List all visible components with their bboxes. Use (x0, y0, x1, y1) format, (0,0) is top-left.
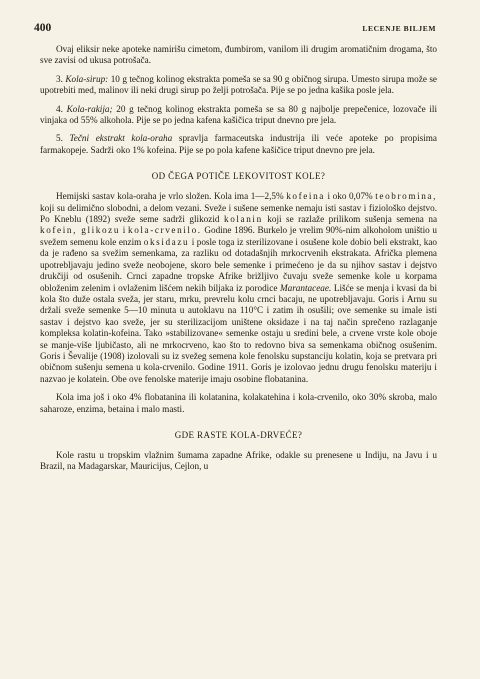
page-number: 400 (34, 22, 52, 34)
recipe-title: Kola-sirup: (65, 73, 109, 84)
intro-paragraph: Ovaj eliksir neke apoteke namirišu cimetom, đumbirom, vanilom ili drugim aromatičnim drogama, što sve zavisi od ukusa potrošača. (40, 44, 437, 66)
composition-paragraph: Kola ima još i oko 4% flobatanina ili kolatanina, kolakatehina i kola-crvenilo, oko 30% skroba, malo saharoze, enzima, betaina i malo masti. (40, 392, 437, 414)
recipe-title: Kola-rakija; (66, 103, 113, 114)
recipe-kola-sirup (40, 74, 437, 97)
chemistry-paragraph (40, 191, 437, 385)
running-head: LECENJE BILJEM (362, 24, 436, 33)
recipe-number: 5. (56, 133, 63, 144)
text-run: koji su delimično slobodni, a delom vezani. Sveže i sušene semenke nemaju isti sastav i fiziološko dejstvo. Po Kneblu (1892) sveže seme sadrži glikozid (40, 202, 437, 225)
emphasis-oksidazu: oksidazu (143, 236, 190, 247)
text-run: i posle toga iz sterilizovane i osušene kole dobio beli ekstrakt, kao da je rađeno sa svežim semenkama, za razliku od dotadašnjih mrkocrvenih ekstrakata. Afrička plemena upotrebljavaju jedino sveže neobojene, skoro bele semenke i primećeno je da su njihov sastav i dejstvo drukčiji od osušenih. Crnci zapadne tropske Afrike brižljivo čuvaju sveže semenke kole u korpama obloženim zelenim i ovlaženim lišćem nekih biljaka iz porodice (40, 236, 437, 293)
text-run: Godine 1896. Burkelo je vrelim 90%-nim alkoholom uništio u svežem semenu kole enzim (40, 225, 438, 247)
recipe-number: 3. (56, 73, 63, 84)
section-heading-lekovitost: OD ČEGA POTIČE LEKOVITOST KOLE? (151, 171, 326, 182)
recipe-text: spravlja farmaceutska industrija ili veće apoteke po propisima farmakopeje. Sadrži oko 1% kofeina. Pije se po pola kafene kašičice triput dnevno pre jela. (40, 133, 437, 155)
text-run: i (122, 225, 126, 236)
text-run: Lišće se menja i kvasi da bi kola što duže ostala sveža, jer staru, mrku, prevrelu kolu crnci bacaju, ne upotrebljavaju. Goris i Arnu su držali sveže semenke 5—10 minuta u autoklavu na 110°C i zatim ih osušili; ove semenke su imale isti sastav i dejstvo kao sveže, jer su sterilizacijom uništene oksidaze i na taj način sprečeno razlaganje kompleksa kolatin-kofeina. Tako »stabilizovane« semenke ostaju u sredini bele, a crvene vrste kole oboje se manje-više ljubičasto, ali ne mrkocrveno, kao što to redovno biva sa semenkama običnog osušenim. Goris i Ševalije (1908) izolovali su iz svežeg semena kole fenolsku supstanciju kolatin, koja se pretvara pri običnom sušenju semena u kola-crvenilo. Godine 1911. Goris je izolovao jednu drugu fenolsku materiju i nazvao je kolatein. Obe ove fenolske materije imaju osobine flobatanina. (40, 282, 438, 384)
emphasis-kolanin: kolanin (224, 214, 263, 225)
habitat-paragraph: Kole rastu u tropskim vlažnim šumama zapadne Afrike, odakle su prenesene u Indiju, na Javu i u Brazil, na Madagarskar, Mauricijus, Cejlon, u (40, 449, 437, 472)
recipe-title: Tečni ekstrakt kola-oraha (69, 133, 173, 144)
recipe-text: 10 g tečnog kolinog ekstrakta pomeša se sa 90 g običnog sirupa. Umesto sirupa može se upotrebiti med, malinov ili neki drugi sirup po želji potrošača. Pije se po jedna kašika posle jela. (40, 73, 438, 96)
recipe-text: 20 g tečnog kolinog ekstrakta pomeša se sa 80 g najbolje prepečenice, lozovače ili vinjaka od 55% alkohola. Pije se po jedna kafena kašičica triput dnevno pre jela. (40, 103, 438, 126)
emphasis-teobromina: teobromina, (375, 191, 438, 202)
recipe-kola-rakija (40, 104, 437, 127)
text-run: Hemijski sastav kola-oraha je vrlo složen. Kola ima 1—2,5% (56, 191, 284, 202)
recipe-number: 4. (56, 103, 63, 114)
page-body (40, 44, 437, 480)
emphasis-kofeina: kofeina (286, 191, 325, 202)
text-run: koji se razlaže prilikom sušenja semena na (267, 214, 438, 225)
emphasis-marantaceae: Marantaceae. (279, 282, 332, 293)
text-run: i oko 0,07% (327, 191, 373, 202)
emphasis-kola-crvenilo: kola-crvenilo. (128, 225, 202, 236)
recipe-tecni-ekstrakt (40, 133, 437, 156)
section-heading-gde-raste: GDE RASTE KOLA-DRVEĆE? (174, 429, 303, 440)
emphasis-kofein-glikoza: kofein, glikozu (40, 225, 121, 236)
page-header (34, 22, 436, 36)
